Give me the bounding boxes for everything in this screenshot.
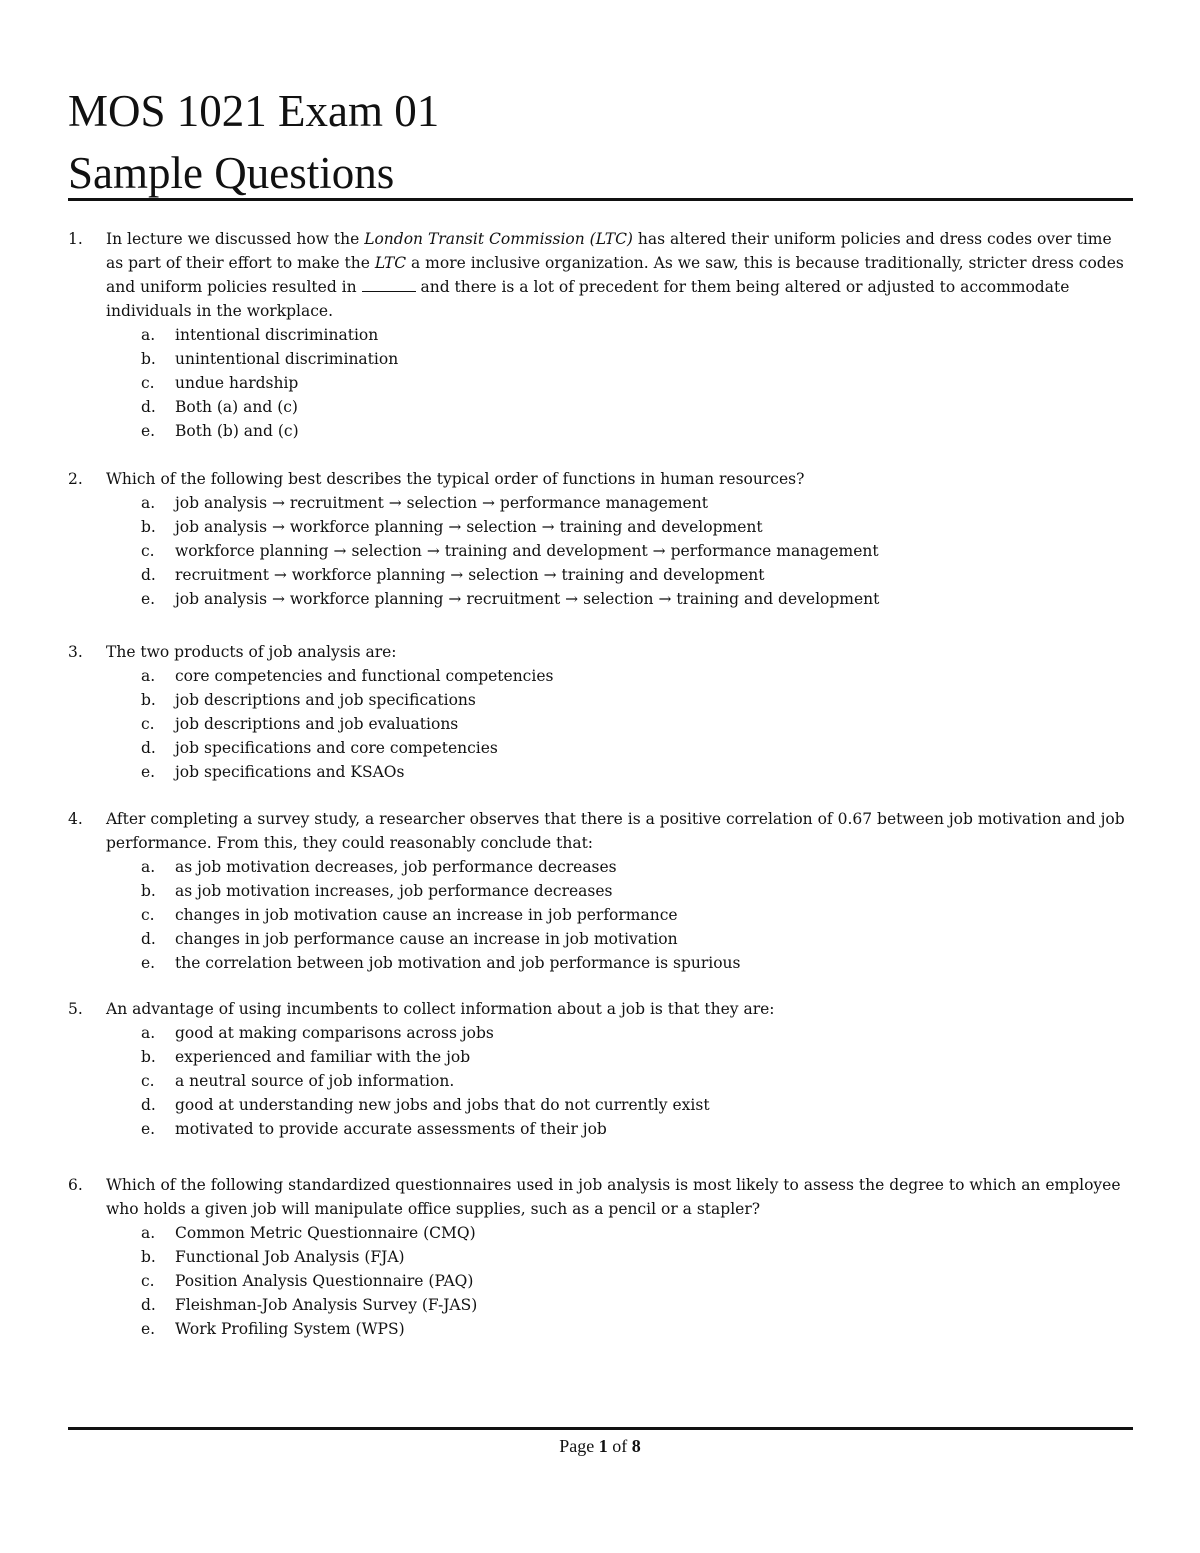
question-stem: Which of the following best describes the typical order of functions in human resources? [106,470,805,488]
answer-option: b. experienced and familiar with the job [141,1048,471,1066]
answer-option: c. changes in job motivation cause an increase in job performance [141,906,678,924]
answer-option: e. the correlation between job motivation and job performance is spurious [141,954,741,972]
answer-option: c. a neutral source of job information. [141,1072,455,1090]
answer-option: d. Fleishman-Job Analysis Survey (F-JAS) [141,1296,478,1314]
answer-options [141,491,1138,611]
question-number: 1. [68,230,83,248]
question-stem: The two products of job analysis are: [106,643,397,661]
answer-option: e. Both (b) and (c) [141,422,299,440]
question-number: 2. [68,470,83,488]
page-footer: Page 1 of 8 [559,1436,641,1456]
title-line-2: Sample Questions [68,148,395,198]
answer-option: e. Work Profiling System (WPS) [141,1320,405,1338]
answer-option: c. undue hardship [141,374,299,392]
answer-option: b. job analysis → workforce planning → selection → training and development [141,518,763,536]
answer-option: d. job specifications and core competencies [141,739,498,757]
answer-option: a. intentional discrimination [141,326,379,344]
document-title [68,80,439,204]
footer-divider [68,1427,1133,1430]
answer-options [141,855,1138,975]
question-number: 4. [68,810,83,828]
answer-option: e. job specifications and KSAOs [141,763,405,781]
emphasis-ltc: London Transit Commission (LTC) [364,230,633,248]
current-page-number: 1 [598,1436,608,1456]
title-line-1: MOS 1021 Exam 01 [68,86,440,136]
answer-option: e. motivated to provide accurate assessments of their job [141,1120,607,1138]
answer-options [141,1021,1138,1141]
question-2 [68,467,1138,611]
answer-options [141,1221,1138,1341]
emphasis-ltc-short: LTC [374,254,407,272]
total-page-count: 8 [631,1436,641,1456]
title-divider [68,198,1133,201]
question-1 [68,227,1138,443]
question-4 [68,807,1138,975]
question-number: 6. [68,1176,83,1194]
answer-option: a. as job motivation decreases, job performance decreases [141,858,617,876]
answer-option: c. workforce planning → selection → training and development → performance management [141,542,879,560]
question-stem: After completing a survey study, a researcher observes that there is a positive correlation of 0.67 between job motivation and job performance. From this, they could reasonably conclude that: [106,810,1125,852]
question-3 [68,640,1138,784]
answer-option: b. job descriptions and job specifications [141,691,476,709]
answer-option: c. Position Analysis Questionnaire (PAQ) [141,1272,474,1290]
question-5 [68,997,1138,1141]
answer-option: c. job descriptions and job evaluations [141,715,459,733]
answer-option: b. unintentional discrimination [141,350,399,368]
question-number: 3. [68,643,83,661]
question-number: 5. [68,1000,83,1018]
answer-option: a. good at making comparisons across jobs [141,1024,494,1042]
answer-option: b. as job motivation increases, job performance decreases [141,882,613,900]
question-6 [68,1173,1138,1341]
answer-option: b. Functional Job Analysis (FJA) [141,1248,405,1266]
answer-options [141,664,1138,784]
answer-option: d. Both (a) and (c) [141,398,298,416]
answer-option: a. core competencies and functional competencies [141,667,554,685]
answer-option: e. job analysis → workforce planning → recruitment → selection → training and development [141,590,880,608]
fill-in-blank [362,279,416,292]
answer-option: d. good at understanding new jobs and jobs that do not currently exist [141,1096,710,1114]
question-stem: Which of the following standardized questionnaires used in job analysis is most likely to assess the degree to which an employee who holds a given job will manipulate office supplies, such as a pencil or a stapler? [106,1176,1121,1218]
answer-options [141,323,1138,443]
question-stem: In lecture we discussed how the London Transit Commission (LTC) has altered their uniform policies and dress codes over time as part of their effort to make the LTC a more inclusive organization. As we saw, this is because traditionally, stricter dress codes and uniform policies resulted in and there is a lot of precedent for them being altered or adjusted to accommodate individuals in the workplace. [106,230,1124,320]
answer-option: a. Common Metric Questionnaire (CMQ) [141,1224,476,1242]
answer-option: d. changes in job performance cause an increase in job motivation [141,930,678,948]
answer-option: d. recruitment → workforce planning → selection → training and development [141,566,765,584]
answer-option: a. job analysis → recruitment → selection → performance management [141,494,708,512]
question-stem: An advantage of using incumbents to collect information about a job is that they are: [106,1000,775,1018]
